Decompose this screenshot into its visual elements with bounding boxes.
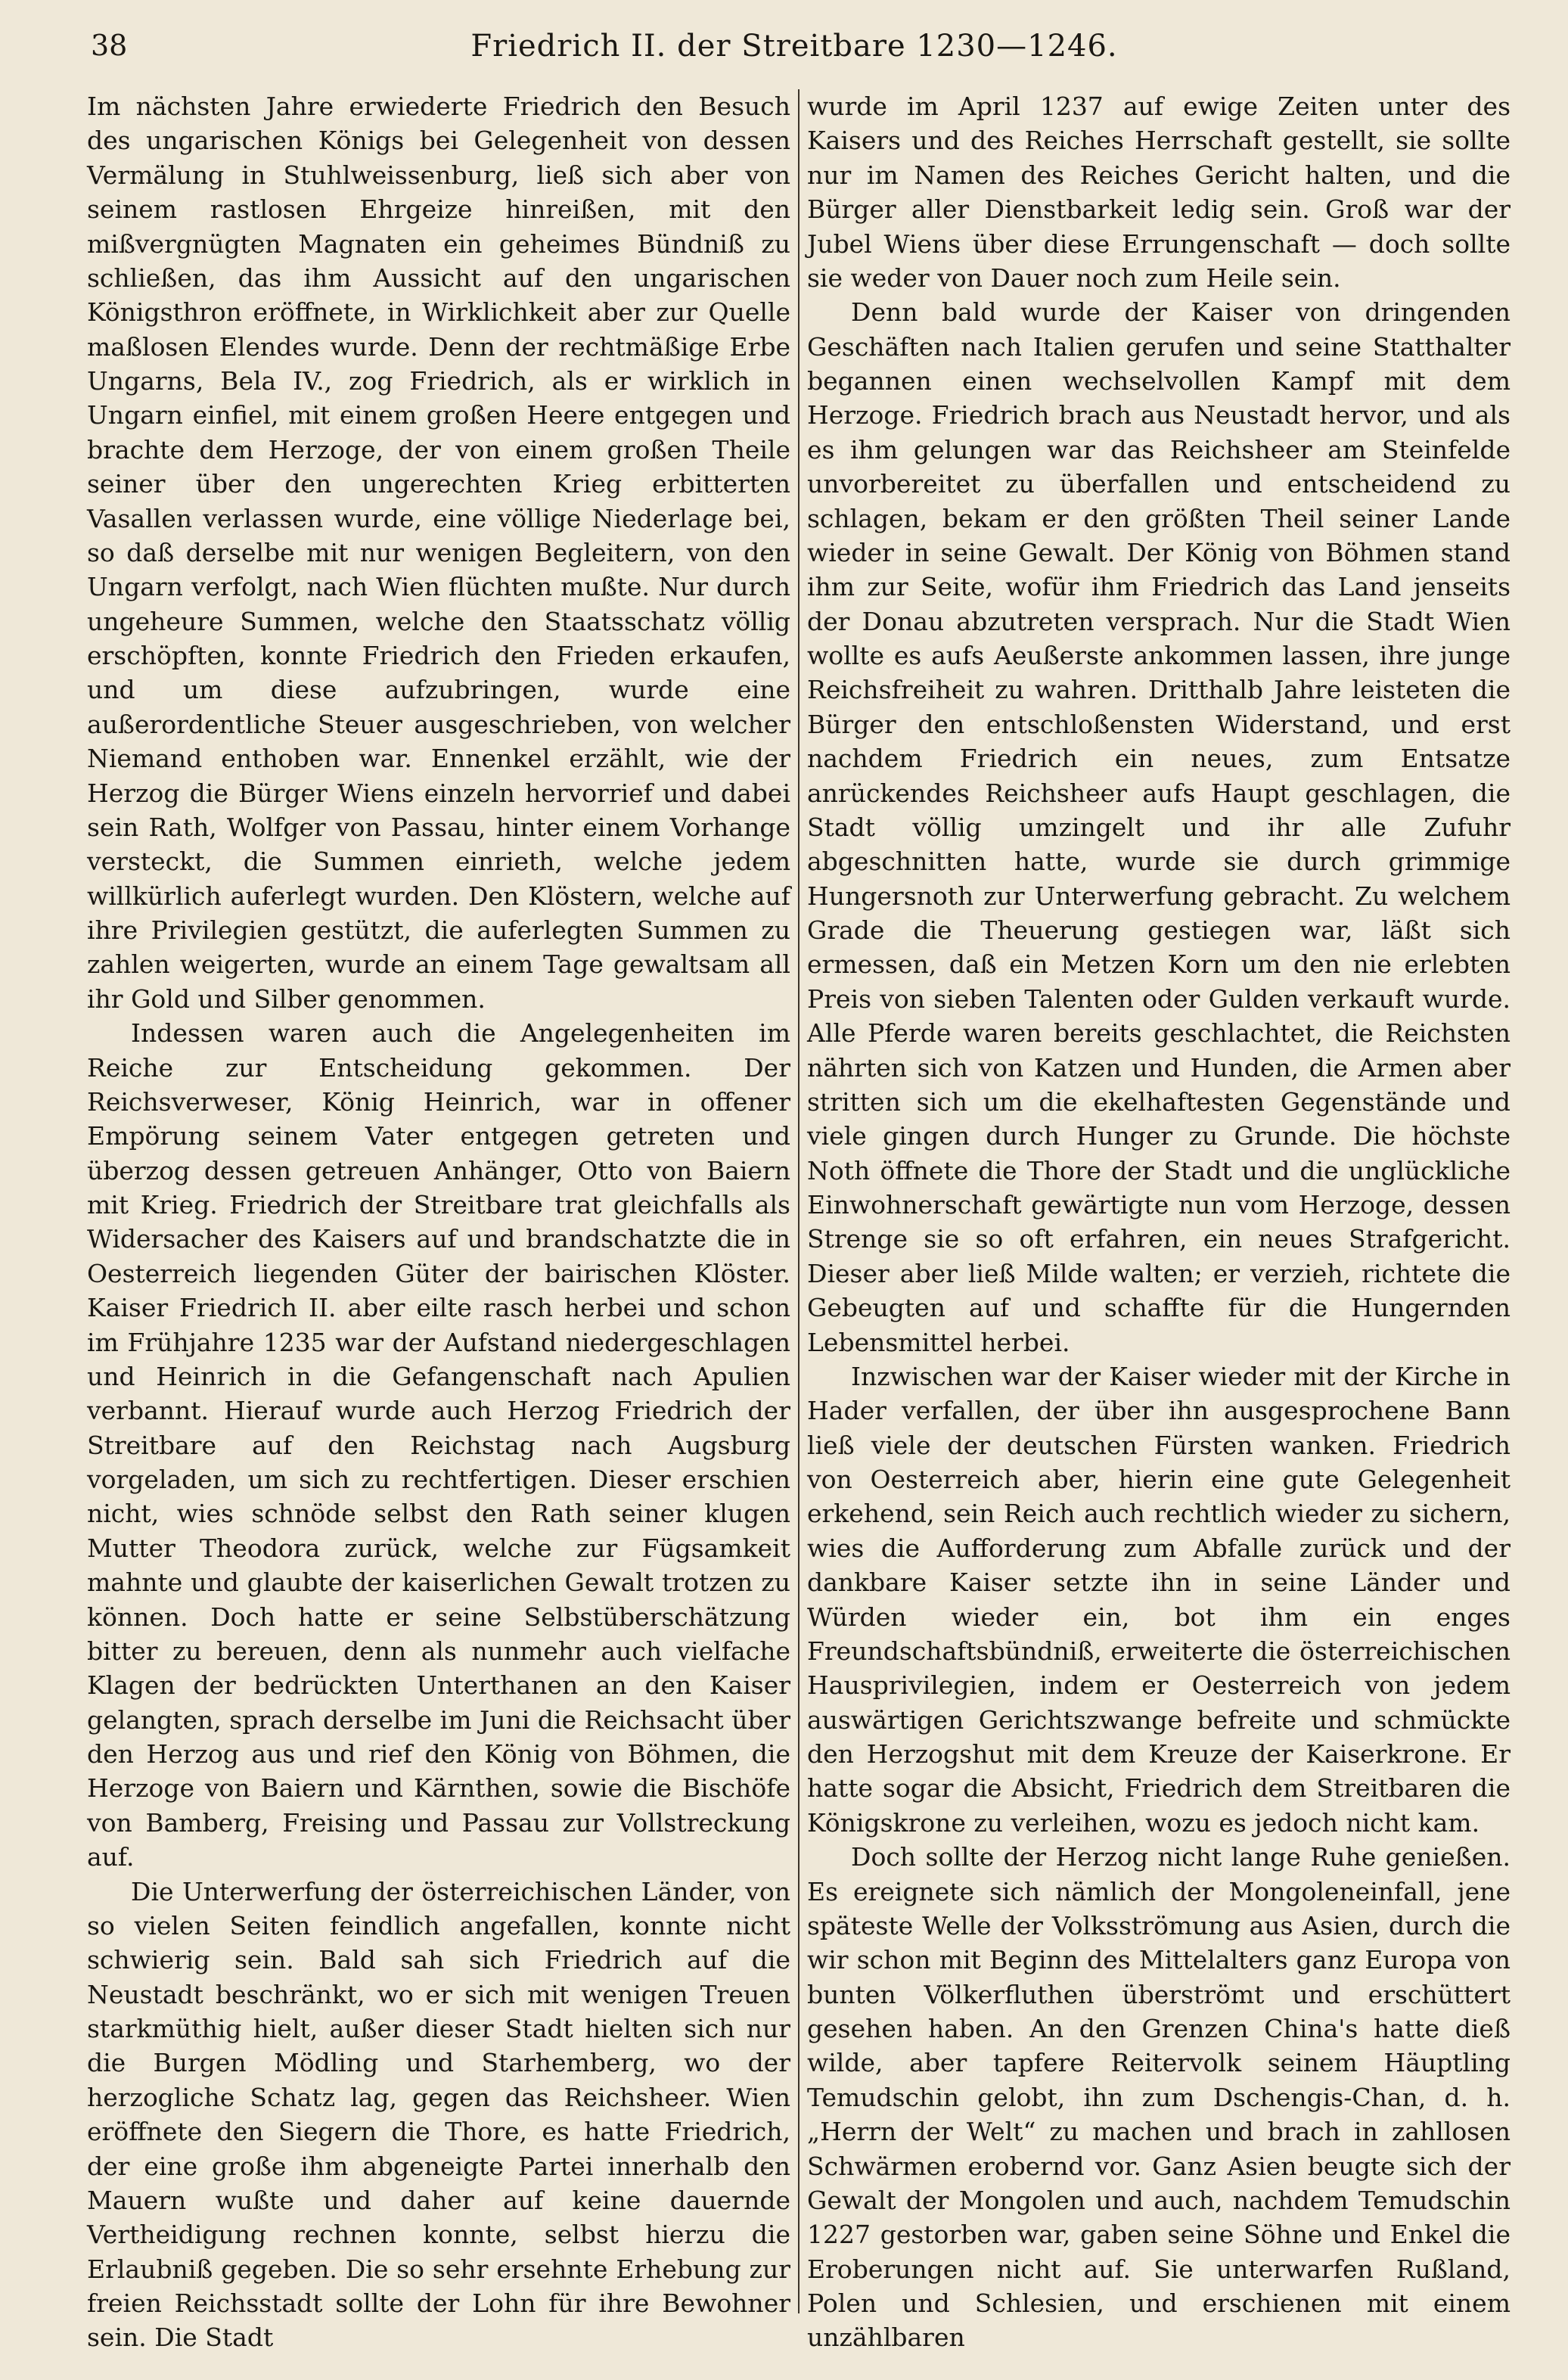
column-divider — [798, 89, 800, 2313]
paragraph: Indessen waren auch die Angelegenheiten im Reiche zur Entscheidung gekommen. Der Reichsverweser, König Heinrich, war in offener Empörung seinem Vater entgegen getreten und überzog dessen getreuen Anhänger, Otto von Baiern mit Krieg. Friedrich der Streitbare trat gleichfalls als Widersacher des Kaisers auf und brandschatzte die in Oesterreich liegenden Güter der bairischen Klöster. Kaiser Friedrich II. aber eilte rasch herbei und schon im Frühjahre 1235 war der Aufstand niedergeschlagen und Heinrich in die Gefangenschaft nach Apulien verbannt. Hierauf wurde auch Herzog Friedrich der Streitbare auf den Reichstag nach Augsburg vorgeladen, um sich zu rechtfertigen. Dieser erschien nicht, wies schnöde selbst den Rath seiner klugen Mutter Theodora zurück, welche zur Fügsamkeit mahnte und glaubte der kaiserlichen Gewalt trotzen zu können. Doch hatte er seine Selbstüberschätzung bitter zu bereuen, denn als nunmehr auch vielfache Klagen der bedrückten Unterthanen an den Kaiser gelangten, sprach derselbe im Juni die Reichsacht über den Herzog aus und rief den König von Böhmen, die Herzoge von Baiern und Kärnthen, sowie die Bischöfe von Bamberg, Freising und Passau zur Vollstreckung auf. — [87, 1018, 790, 1872]
paragraph: Im nächsten Jahre erwiederte Friedrich den Besuch des ungarischen Königs bei Gelegenheit von dessen Vermälung in Stuhlweissenburg, ließ sich aber von seinem rastlosen Ehrgeize hinreißen, mit den mißvergnügten Magnaten ein geheimes Bündniß zu schließen, das ihm Aussicht auf den ungarischen Königsthron eröffnete, in Wirklichkeit aber zur Quelle maßlosen Elendes wurde. Denn der rechtmäßige Erbe Ungarns, Bela IV., zog Friedrich, als er wirklich in Ungarn einfiel, mit einem großen Heere entgegen und brachte dem Herzoge, der von einem großen Theile seiner über den ungerechten Krieg erbitterten Vasallen verlassen wurde, eine völlige Niederlage bei, so daß derselbe mit nur wenigen Begleitern, von den Ungarn verfolgt, nach Wien flüchten mußte. Nur durch ungeheure Summen, welche den Staatsschatz völlig erschöpften, konnte Friedrich den Frieden erkaufen, und um diese aufzubringen, wurde eine außerordentliche Steuer ausgeschrieben, von welcher Niemand enthoben war. Ennenkel erzählt, wie der Herzog die Bürger Wiens einzeln hervorrief und dabei sein Rath, Wolfger von Passau, hinter einem Vorhange versteckt, die Summen einrieth, welche jedem willkürlich auferlegt wurden. Den Klöstern, welche auf ihre Privilegien gestützt, die auferlegten Summen zu zahlen weigerten, wurde an einem Tage gewaltsam all ihr Gold und Silber genommen. — [87, 92, 790, 1014]
paragraph: wurde im April 1237 auf ewige Zeiten unter des Kaisers und des Reiches Herrschaft gestellt, sie sollte nur im Namen des Reiches Gericht halten, und die Bürger aller Dienstbarkeit ledig sein. Groß war der Jubel Wiens über diese Errungenschaft — doch sollte sie weder von Dauer noch zum Heile sein. — [807, 92, 1511, 293]
page-header — [91, 29, 1498, 74]
right-column — [807, 89, 1511, 2355]
paragraph: Doch sollte der Herzog nicht lange Ruhe genießen. Es ereignete sich nämlich der Mongoleneinfall, jene späteste Welle der Volksströmung aus Asien, durch die wir schon mit Beginn des Mittelalters ganz Europa von bunten Völkerfluthen überströmt und erschüttert gesehen haben. An den Grenzen China's hatte dieß wilde, aber tapfere Reitervolk seinem Häuptling Temudschin gelobt, ihn zum Dschengis-Chan, d. h. „Herrn der Welt“ zu machen und brach in zahllosen Schwärmen erobernd vor. Ganz Asien beugte sich der Gewalt der Mongolen und auch, nachdem Temudschin 1227 gestorben war, gaben seine Söhne und Enkel die Eroberungen nicht auf. Sie unterwarfen Rußland, Polen und Schlesien, und erschienen mit einem unzählbaren — [807, 1842, 1511, 2353]
running-title: Friedrich II. der Streitbare 1230—1246. — [470, 29, 1118, 64]
left-column — [87, 89, 790, 2355]
paragraph: Inzwischen war der Kaiser wieder mit der Kirche in Hader verfallen, der über ihn ausgesprochene Bann ließ viele der deutschen Fürsten wanken. Friedrich von Oesterreich aber, hierin eine gute Gelegenheit erkehend, sein Reich auch rechtlich wieder zu sichern, wies die Aufforderung zum Abfalle zurück und der dankbare Kaiser setzte ihn in seine Länder und Würden wieder ein, bot ihm ein enges Freundschaftsbündniß, erweiterte die österreichischen Hausprivilegien, indem er Oesterreich von jedem auswärtigen Gerichtszwange befreite und schmückte den Herzogshut mit dem Kreuze der Kaiserkrone. Er hatte sogar die Absicht, Friedrich dem Streitbaren die Königskrone zu verleihen, wozu es jedoch nicht kam. — [807, 1361, 1511, 1838]
paragraph: Die Unterwerfung der österreichischen Länder, von so vielen Seiten feindlich angefallen, konnte nicht schwierig sein. Bald sah sich Friedrich auf die Neustadt beschränkt, wo er sich mit wenigen Treuen starkmüthig hielt, außer dieser Stadt hielten sich nur die Burgen Mödling und Starhemberg, wo der herzogliche Schatz lag, gegen das Reichsheer. Wien eröffnete den Siegern die Thore, es hatte Friedrich, der eine große ihm abgeneigte Partei innerhalb den Mauern wußte und daher auf keine dauernde Vertheidigung rechnen konnte, selbst hierzu die Erlaubniß gegeben. Die so sehr ersehnte Erhebung zur freien Reichsstadt sollte der Lohn für ihre Bewohner sein. Die Stadt — [87, 1876, 790, 2353]
page-number: 38 — [91, 29, 128, 62]
paragraph: Denn bald wurde der Kaiser von dringenden Geschäften nach Italien gerufen und seine Statthalter begannen einen wechselvollen Kampf mit dem Herzoge. Friedrich brach aus Neustadt hervor, und als es ihm gelungen war das Reichsheer am Steinfelde unvorbereitet zu überfallen und entscheidend zu schlagen, bekam er den größten Theil seiner Lande wieder in seine Gewalt. Der König von Böhmen stand ihm zur Seite, wofür ihm Friedrich das Land jenseits der Donau abzutreten versprach. Nur die Stadt Wien wollte es aufs Aeußerste ankommen lassen, ihre junge Reichsfreiheit zu wahren. Dritthalb Jahre leisteten die Bürger den entschloßensten Widerstand, und erst nachdem Friedrich ein neues, zum Entsatze anrückendes Reichsheer aufs Haupt geschlagen, die Stadt völlig umzingelt und ihr alle Zufuhr abgeschnitten hatte, wurde sie durch grimmige Hungersnoth zur Unterwerfung gebracht. Zu welchem Grade die Theuerung gestiegen war, läßt sich ermessen, daß ein Metzen Korn um den nie erlebten Preis von sieben Talenten oder Gulden verkauft wurde. Alle Pferde waren bereits geschlachtet, die Reichsten nährten sich von Katzen und Hunden, die Armen aber stritten sich um die ekelhaftesten Gegenstände und viele gingen durch Hunger zu Grunde. Die höchste Noth öffnete die Thore der Stadt und die unglückliche Einwohnerschaft gewärtigte nun vom Herzoge, dessen Strenge sie so oft erfahren, ein neues Strafgericht. Dieser aber ließ Milde walten; er verzieh, richtete die Gebeugten auf und schaffte für die Hungernden Lebensmittel herbei. — [807, 297, 1511, 1357]
